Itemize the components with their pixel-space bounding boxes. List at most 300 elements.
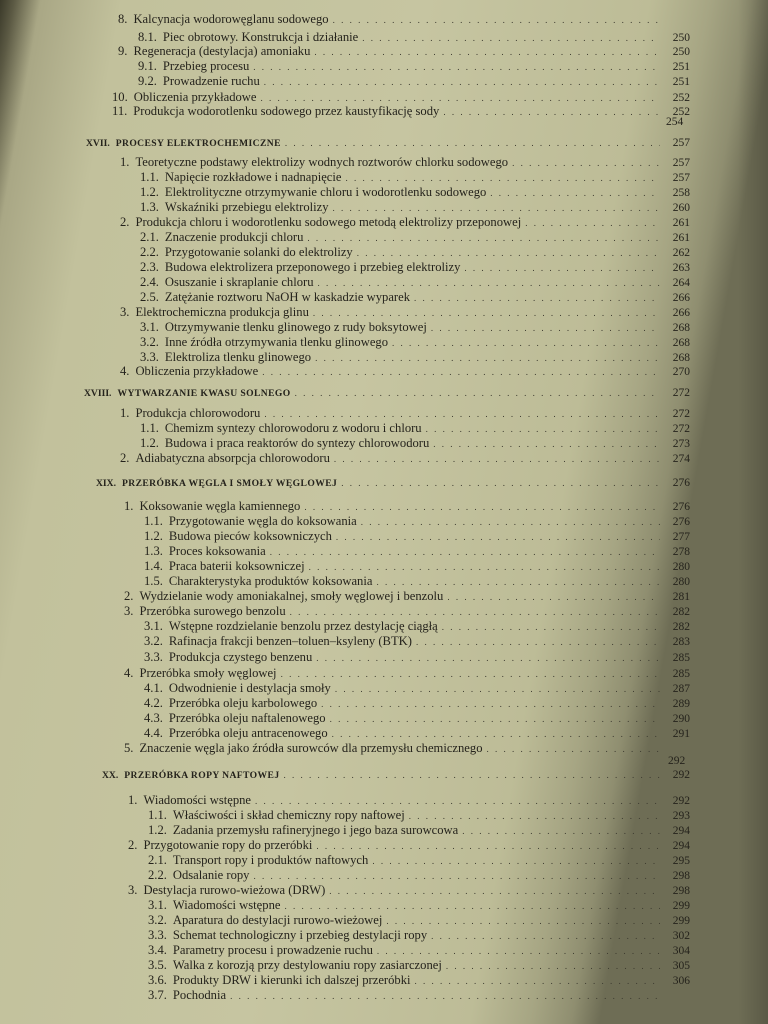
- toc-entry-number: 1.1.: [140, 421, 159, 435]
- toc-entry-number: 3.1.: [140, 320, 159, 334]
- toc-entry: [140, 350, 690, 365]
- toc-entry-title: Rafinacja frakcji benzen–toluen–ksyleny (BTK): [168, 634, 412, 648]
- toc-entry-number: 1.3.: [144, 544, 163, 558]
- toc-page-number: 272: [672, 423, 690, 435]
- toc-page-number: 263: [672, 262, 690, 274]
- toc-entry-number: XX.: [102, 770, 119, 781]
- toc-entry-title: Obliczenia przykładowe: [135, 364, 259, 378]
- toc-entry-title: PRZERÓBKA ROPY NAFTOWEJ: [124, 770, 280, 781]
- toc-entry: [120, 406, 690, 421]
- toc-entry: [144, 559, 690, 574]
- dot-leader: [512, 156, 660, 170]
- toc-entry-number: 3.7.: [148, 988, 167, 1002]
- toc-page-number: 264: [672, 277, 690, 289]
- dot-leader: [345, 171, 660, 185]
- toc-entry: [140, 185, 690, 200]
- dot-leader: [372, 854, 660, 868]
- toc-entry-title: Wiadomości wstępne: [143, 793, 252, 807]
- toc-entry-title: Znaczenie produkcji chloru: [164, 230, 304, 244]
- toc-entry-number: 1.1.: [148, 808, 167, 822]
- toc-entry: [140, 320, 690, 335]
- toc-entry-number: 3.1.: [148, 898, 167, 912]
- toc-entry: [144, 696, 690, 711]
- dot-leader: [431, 321, 660, 335]
- toc-entry: [140, 436, 690, 451]
- toc-entry-number: 1.3.: [140, 200, 159, 214]
- toc-entry-number: 2.4.: [140, 275, 159, 289]
- toc-entry-title: Teoretyczne podstawy elektrolizy wodnych roztworów chlorku sodowego: [135, 155, 509, 169]
- toc-page-number: 268: [672, 352, 690, 364]
- toc-entry-title: WYTWARZANIE KWASU SOLNEGO: [117, 388, 291, 399]
- toc-page-number: 305: [672, 960, 690, 972]
- toc-entry: [138, 30, 690, 45]
- toc-entry: [148, 958, 690, 973]
- toc-entry-number: 2.5.: [140, 290, 159, 304]
- toc-entry-number: 3.2.: [140, 335, 159, 349]
- toc-page-number: 299: [672, 915, 690, 927]
- dot-leader: [525, 216, 660, 230]
- toc-entry-number: 4.: [124, 666, 134, 680]
- dot-leader: [321, 697, 660, 711]
- dot-leader: [318, 276, 660, 290]
- toc-page-number: 250: [672, 46, 690, 58]
- toc-page-number: 290: [672, 713, 690, 725]
- toc-page-number: 252: [672, 106, 690, 118]
- toc-page-number: 293: [672, 810, 690, 822]
- toc-chapter-entry: [84, 386, 690, 401]
- toc-entry-number: 1.: [128, 793, 138, 807]
- dot-leader: [443, 105, 660, 119]
- toc-page-number: 268: [672, 337, 690, 349]
- toc-page-number: 261: [672, 232, 690, 244]
- toc-entry-number: 9.2.: [138, 74, 157, 88]
- toc-entry: [148, 853, 690, 868]
- toc-page-number: 251: [672, 61, 690, 73]
- toc-entry-number: 3.6.: [148, 973, 167, 987]
- dot-leader: [376, 575, 660, 589]
- dot-leader: [285, 136, 660, 150]
- dot-leader: [446, 959, 660, 973]
- toc-entry-number: 3.2.: [148, 913, 167, 927]
- dot-leader: [262, 365, 660, 379]
- toc-entry: [144, 634, 690, 649]
- toc-entry: [144, 726, 690, 741]
- dot-leader: [313, 306, 660, 320]
- toc-entry-number: 8.: [118, 12, 128, 26]
- toc-entry-number: 1.1.: [140, 170, 159, 184]
- toc-page-number: 302: [672, 930, 690, 942]
- toc-page-number: 285: [672, 652, 690, 664]
- toc-entry-number: 4.: [120, 364, 130, 378]
- dot-leader: [329, 884, 660, 898]
- toc-entry-title: Budowa i praca reaktorów do syntezy chlorowodoru: [164, 436, 430, 450]
- toc-entry: [140, 200, 690, 215]
- toc-entry-title: Przygotowanie ropy do przeróbki: [143, 838, 313, 852]
- dot-leader: [409, 809, 660, 823]
- toc-entry: [124, 604, 690, 619]
- toc-page-number: 257: [672, 157, 690, 169]
- toc-entry: [138, 74, 690, 89]
- toc-entry: [148, 943, 690, 958]
- toc-page-number: 262: [672, 247, 690, 259]
- toc-entry-title: Przeróbka oleju naftalenowego: [168, 711, 326, 725]
- dot-leader: [253, 60, 660, 74]
- toc-entry-title: Parametry procesu i prowadzenie ruchu: [172, 943, 373, 957]
- dot-leader: [281, 667, 660, 681]
- toc-entry-title: Koksowanie węgla kamiennego: [139, 499, 301, 513]
- toc-entry-title: Produkcja wodorotlenku sodowego przez kaustyfikację sody: [133, 104, 440, 118]
- toc-page-number: 276: [672, 516, 690, 528]
- dot-leader: [255, 794, 660, 808]
- toc-entry: [118, 12, 690, 27]
- toc-entry-title: Produkcja chlorowodoru: [135, 406, 261, 420]
- toc-entry-number: 2.: [120, 451, 130, 465]
- toc-entry-title: Produkty DRW i kierunki ich dalszej przeróbki: [172, 973, 411, 987]
- toc-entry-title: Przeróbka oleju antracenowego: [168, 726, 328, 740]
- toc-entry-number: 3.3.: [144, 650, 163, 664]
- dot-leader: [333, 201, 660, 215]
- toc-entry-number: 2.2.: [148, 868, 167, 882]
- dot-leader: [433, 437, 660, 451]
- toc-entry-title: Przeróbka smoły węglowej: [139, 666, 277, 680]
- toc-entry: [148, 868, 690, 883]
- dot-leader: [416, 635, 660, 649]
- toc-chapter-entry: [96, 476, 690, 491]
- toc-entry-title: Wstępne rozdzielanie benzolu przez destylację ciągłą: [168, 619, 438, 633]
- toc-page-number: 268: [672, 322, 690, 334]
- toc-entry-title: Inne źródła otrzymywania tlenku glinowego: [164, 335, 389, 349]
- dot-leader: [284, 768, 660, 782]
- toc-page-number: 285: [672, 668, 690, 680]
- toc-entry: [144, 681, 690, 696]
- toc-entry-title: PROCESY ELEKTROCHEMICZNE: [115, 138, 281, 149]
- toc-entry-title: Chemizm syntezy chlorowodoru z wodoru i chloru: [164, 421, 422, 435]
- toc-entry-number: 4.3.: [144, 711, 163, 725]
- toc-entry-number: 11.: [112, 104, 128, 118]
- toc-entry: [128, 838, 690, 853]
- toc-entry: [140, 170, 690, 185]
- toc-entry-title: Destylacja rurowo-wieżowa (DRW): [143, 883, 326, 897]
- toc-entry-number: 1.2.: [148, 823, 167, 837]
- toc-entry-number: 2.: [128, 838, 138, 852]
- dot-leader: [315, 351, 660, 365]
- toc-page-number: 280: [672, 561, 690, 573]
- toc-entry: [140, 275, 690, 290]
- toc-entry: [144, 514, 690, 529]
- page-shadow: [738, 0, 768, 1024]
- dot-leader: [264, 407, 660, 421]
- toc-page-number: 292: [672, 769, 690, 781]
- toc-entry-title: Zatężanie roztworu NaOH w kaskadzie wyparek: [164, 290, 411, 304]
- dot-leader: [386, 914, 660, 928]
- toc-page-number: 298: [672, 885, 690, 897]
- toc-entry-title: Odsalanie ropy: [172, 868, 250, 882]
- toc-entry-number: 1.2.: [140, 185, 159, 199]
- toc-entry-number: 3.3.: [140, 350, 159, 364]
- toc-page-number: 291: [672, 728, 690, 740]
- toc-entry-title: Produkcja czystego benzenu: [168, 650, 313, 664]
- toc-entry-number: 1.: [120, 155, 130, 169]
- toc-entry: [140, 335, 690, 350]
- toc-entry-number: 4.1.: [144, 681, 163, 695]
- dot-leader: [426, 422, 660, 436]
- toc-entry-number: XIX.: [96, 478, 116, 489]
- dot-leader: [284, 899, 660, 913]
- toc-entry-title: Wydzielanie wody amoniakalnej, smoły węglowej i benzolu: [139, 589, 444, 603]
- toc-entry-number: 1.5.: [144, 574, 163, 588]
- toc-entry-title: Proces koksowania: [168, 544, 266, 558]
- toc-page-number: 282: [672, 621, 690, 633]
- toc-page-number: 251: [672, 76, 690, 88]
- toc-entry-title: Piec obrotowy. Konstrukcja i działanie: [162, 30, 359, 44]
- dot-leader: [253, 869, 660, 883]
- toc-entry: [112, 90, 690, 105]
- dot-leader: [230, 989, 660, 1003]
- dot-leader: [304, 500, 660, 514]
- toc-chapter-entry: [86, 136, 690, 151]
- toc-entry-number: 3.: [120, 305, 130, 319]
- toc-entry: [124, 589, 690, 604]
- toc-entry: [120, 451, 690, 466]
- toc-entry-title: Otrzymywanie tlenku glinowego z rudy boksytowej: [164, 320, 427, 334]
- toc-page-number: 283: [672, 636, 690, 648]
- toc-entry-title: Prowadzenie ruchu: [162, 74, 260, 88]
- toc-entry: [148, 808, 690, 823]
- toc-entry-number: 3.: [124, 604, 134, 618]
- toc-entry: [140, 260, 690, 275]
- toc-entry-number: 2.2.: [140, 245, 159, 259]
- toc-entry-number: 4.4.: [144, 726, 163, 740]
- dot-leader: [447, 590, 660, 604]
- toc-entry: [148, 913, 690, 928]
- toc-entry-title: Regeneracja (destylacja) amoniaku: [133, 44, 311, 58]
- toc-entry-title: Wiadomości wstępne: [172, 898, 281, 912]
- toc-entry: [144, 650, 690, 665]
- toc-entry: [120, 364, 690, 379]
- toc-entry: [140, 230, 690, 245]
- toc-page-number: 258: [672, 187, 690, 199]
- toc-entry-number: 2.3.: [140, 260, 159, 274]
- toc-entry-title: PRZERÓBKA WĘGLA I SMOŁY WĘGLOWEJ: [122, 478, 338, 489]
- toc-entry-number: 3.: [128, 883, 138, 897]
- dot-leader: [414, 291, 660, 305]
- toc-entry-number: XVIII.: [84, 388, 112, 399]
- toc-entry: [120, 305, 690, 320]
- toc-entry-number: 1.: [120, 406, 130, 420]
- dot-leader: [260, 91, 660, 105]
- toc-entry-number: 1.: [124, 499, 134, 513]
- toc-page-number: 287: [672, 683, 690, 695]
- toc-page-number: 257: [672, 137, 690, 149]
- dot-leader: [462, 824, 660, 838]
- toc-page-number: 306: [672, 975, 690, 987]
- toc-entry: [148, 823, 690, 838]
- toc-chapter-entry: [102, 768, 690, 783]
- toc-entry: [128, 883, 690, 898]
- toc-entry-title: Transport ropy i produktów naftowych: [172, 853, 369, 867]
- dot-leader: [431, 929, 660, 943]
- toc-page-number: 266: [672, 292, 690, 304]
- toc-page-number: 289: [672, 698, 690, 710]
- toc-entry-title: Przeróbka surowego benzolu: [139, 604, 286, 618]
- toc-page-number: 280: [672, 576, 690, 588]
- toc-entry-number: 9.: [118, 44, 128, 58]
- toc-entry-title: Produkcja chloru i wodorotlenku sodowego metodą elektrolizy przeponowej: [135, 215, 522, 229]
- dot-leader: [487, 742, 661, 756]
- toc-page-number: 250: [672, 32, 690, 44]
- toc-entry-title: Elektrolityczne otrzymywanie chloru i wodorotlenku sodowego: [164, 185, 487, 199]
- toc-entry-number: 4.2.: [144, 696, 163, 710]
- toc-entry: [128, 793, 690, 808]
- dot-leader: [335, 682, 660, 696]
- dot-leader: [333, 13, 660, 27]
- toc-entry-title: Właściwości i skład chemiczny ropy naftowej: [172, 808, 405, 822]
- dot-leader: [361, 515, 660, 529]
- toc-entry-number: 5.: [124, 741, 134, 755]
- dot-leader: [314, 45, 660, 59]
- dot-leader: [270, 545, 660, 559]
- toc-entry-title: Przebieg procesu: [162, 59, 250, 73]
- toc-entry-number: 1.2.: [144, 529, 163, 543]
- toc-entry: [140, 421, 690, 436]
- toc-entry-title: Odwodnienie i destylacja smoły: [168, 681, 331, 695]
- toc-entry: [148, 988, 690, 1003]
- toc-entry: [124, 666, 690, 681]
- toc-page-number: 274: [672, 453, 690, 465]
- toc-entry-number: 3.4.: [148, 943, 167, 957]
- toc-page-number: 252: [672, 92, 690, 104]
- dot-leader: [442, 620, 660, 634]
- toc-entry-number: 3.5.: [148, 958, 167, 972]
- dot-leader: [316, 839, 660, 853]
- toc-page-number: 257: [672, 172, 690, 184]
- toc-page-number: 292: [672, 795, 690, 807]
- toc-entry-number: 8.1.: [138, 30, 157, 44]
- toc-entry: [138, 59, 690, 74]
- toc-entry-title: Budowa elektrolizera przeponowego i przebieg elektrolizy: [164, 260, 461, 274]
- toc-page-number: 304: [672, 945, 690, 957]
- dot-leader: [377, 944, 660, 958]
- toc-entry-title: Charakterystyka produktów koksowania: [168, 574, 373, 588]
- toc-entry-title: Aparatura do destylacji rurowo-wieżowej: [172, 913, 383, 927]
- toc-page-number: 298: [672, 870, 690, 882]
- toc-entry: [144, 529, 690, 544]
- dot-leader: [309, 560, 660, 574]
- toc-page-number: 295: [672, 855, 690, 867]
- toc-entry: [144, 619, 690, 634]
- toc-entry-title: Wskaźniki przebiegu elektrolizy: [164, 200, 329, 214]
- toc-page-number: 272: [672, 408, 690, 420]
- toc-page-number: 294: [672, 825, 690, 837]
- toc-entry-number: 1.4.: [144, 559, 163, 573]
- toc-entry-title: Walka z korozją przy destylowaniu ropy zasiarczonej: [172, 958, 442, 972]
- dot-leader: [330, 712, 660, 726]
- dot-leader: [490, 186, 660, 200]
- toc-page-number: 277: [672, 531, 690, 543]
- dot-leader: [307, 231, 660, 245]
- toc-page-number: 266: [672, 307, 690, 319]
- toc-entry-title: Przygotowanie węgla do koksowania: [168, 514, 357, 528]
- toc-entry-title: Znaczenie węgla jako źródła surowców dla przemysłu chemicznego: [139, 741, 483, 755]
- toc-page-number: 282: [672, 606, 690, 618]
- toc-entry-number: 1.2.: [140, 436, 159, 450]
- toc-entry-number: 2.1.: [148, 853, 167, 867]
- toc-entry: [144, 574, 690, 589]
- dot-leader: [290, 605, 660, 619]
- toc-entry: [148, 928, 690, 943]
- toc-page-number: 299: [672, 900, 690, 912]
- toc-entry-title: Elektroliza tlenku glinowego: [164, 350, 312, 364]
- toc-page-number: 281: [672, 591, 690, 603]
- toc-entry-number: 2.: [124, 589, 134, 603]
- loose-page-number: 254: [666, 116, 684, 128]
- toc-entry-title: Adiabatyczna absorpcja chlorowodoru: [135, 451, 330, 465]
- toc-entry-number: 3.1.: [144, 619, 163, 633]
- loose-page-number: 292: [668, 755, 686, 767]
- dot-leader: [415, 974, 661, 988]
- toc-page-number: 276: [672, 501, 690, 513]
- dot-leader: [334, 452, 660, 466]
- dot-leader: [332, 727, 660, 741]
- toc-entry-title: Kalcynacja wodorowęglanu sodowego: [133, 12, 329, 26]
- toc-entry: [144, 711, 690, 726]
- toc-entry-number: XVII.: [86, 138, 110, 149]
- toc-entry-number: 3.2.: [144, 634, 163, 648]
- toc-entry-title: Elektrochemiczna produkcja glinu: [135, 305, 309, 319]
- dot-leader: [336, 530, 660, 544]
- toc-entry-title: Zadania przemysłu rafineryjnego i jego baza surowcowa: [172, 823, 459, 837]
- dot-leader: [464, 261, 660, 275]
- toc-entry-number: 3.3.: [148, 928, 167, 942]
- toc-entry: [112, 104, 690, 119]
- toc-entry-title: Przygotowanie solanki do elektrolizy: [164, 245, 353, 259]
- toc-page-number: 270: [672, 366, 690, 378]
- toc-page-number: 272: [672, 387, 690, 399]
- dot-leader: [362, 31, 660, 45]
- toc-entry-title: Pochodnia: [172, 988, 227, 1002]
- toc-entry-title: Obliczenia przykładowe: [133, 90, 257, 104]
- dot-leader: [392, 336, 660, 350]
- dot-leader: [357, 246, 660, 260]
- toc-entry: [140, 290, 690, 305]
- toc-page-number: 276: [672, 477, 690, 489]
- dot-leader: [341, 476, 660, 490]
- toc-entry: [140, 245, 690, 260]
- toc-entry: [144, 544, 690, 559]
- toc-entry: [148, 973, 690, 988]
- toc-entry: [120, 215, 690, 230]
- toc-entry-title: Przeróbka oleju karbolowego: [168, 696, 318, 710]
- toc-entry-title: Budowa pieców koksowniczych: [168, 529, 332, 543]
- toc-entry: [120, 155, 690, 170]
- toc-entry-number: 2.: [120, 215, 130, 229]
- dot-leader: [316, 651, 660, 665]
- toc-entry: [148, 898, 690, 913]
- toc-entry-title: Schemat technologiczny i przebieg destylacji ropy: [172, 928, 428, 942]
- dot-leader: [264, 75, 660, 89]
- toc-page-number: 278: [672, 546, 690, 558]
- dot-leader: [295, 386, 660, 400]
- toc-entry: [124, 741, 690, 756]
- toc-entry: [118, 44, 690, 59]
- toc-page-number: 261: [672, 217, 690, 229]
- toc-entry: [124, 499, 690, 514]
- toc-entry-number: 10.: [112, 90, 128, 104]
- toc-entry-number: 2.1.: [140, 230, 159, 244]
- toc-page-number: 273: [672, 438, 690, 450]
- toc-entry-number: 9.1.: [138, 59, 157, 73]
- toc-entry-title: Praca baterii koksowniczej: [168, 559, 305, 573]
